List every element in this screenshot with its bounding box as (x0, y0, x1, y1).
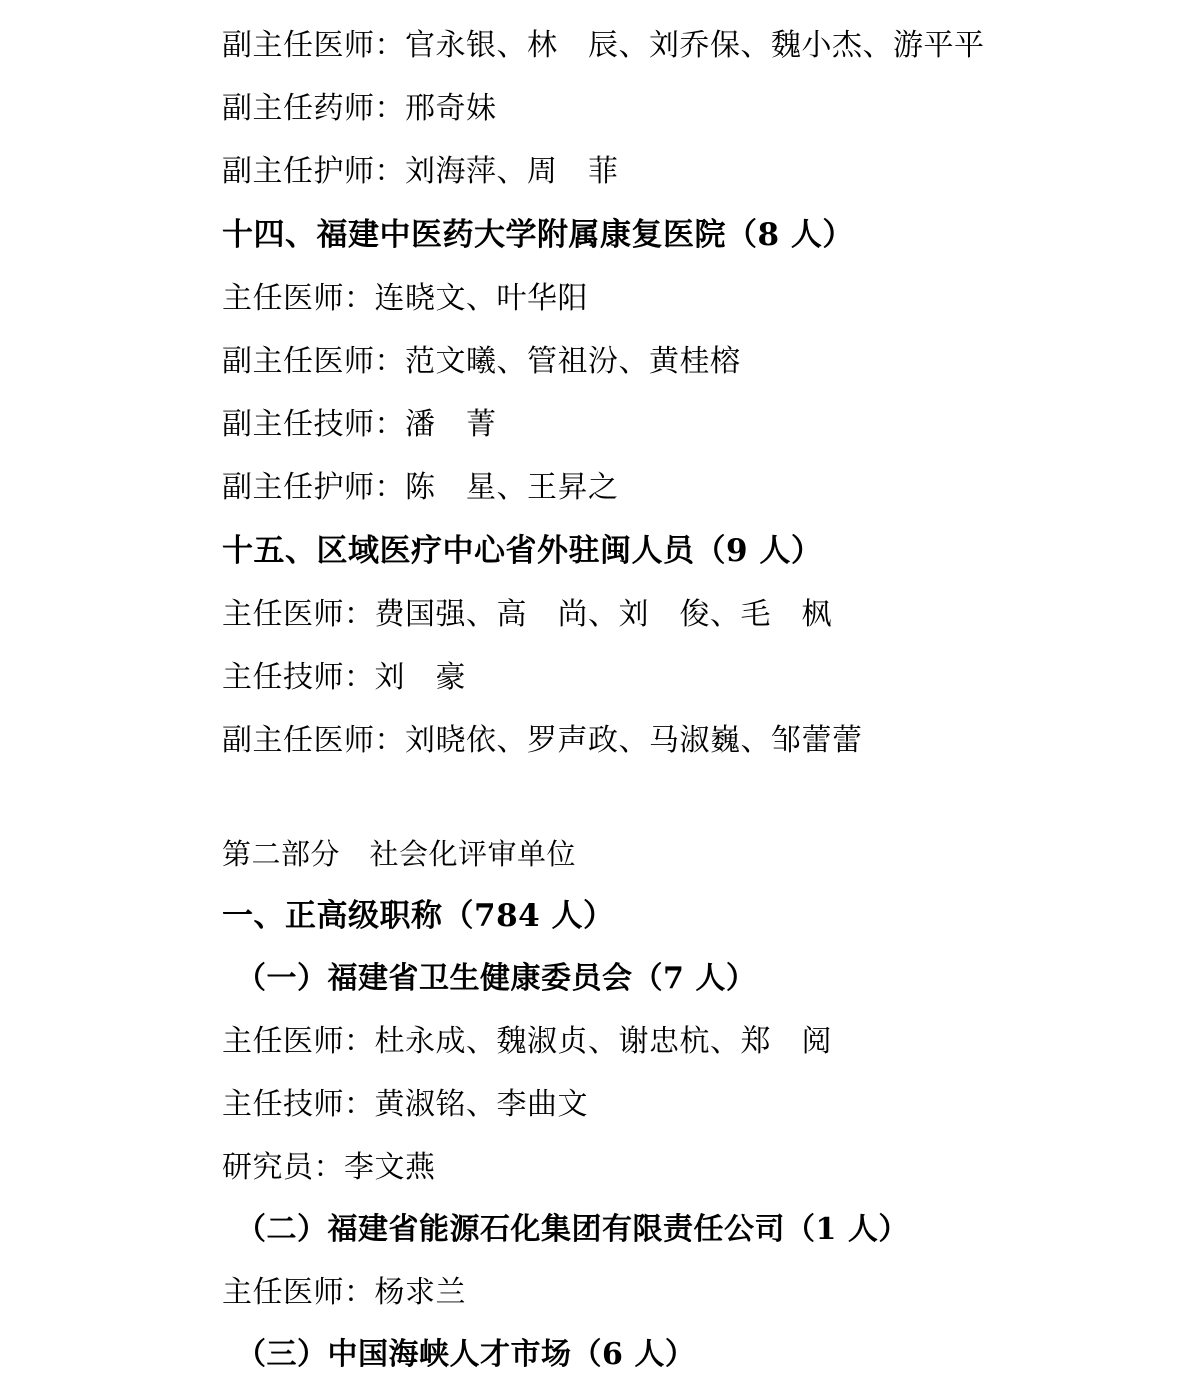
subsection-heading: （三）中国海峡人才市场（6 人） (236, 1337, 696, 1372)
text-line: 主任医师：杨求兰 (222, 1275, 466, 1310)
text-line: 副主任药师：邢奇妹 (222, 91, 497, 126)
text-line: 主任技师：黄淑铭、李曲文 (222, 1087, 588, 1122)
subsection-heading: （二）福建省能源石化集团有限责任公司（1 人） (236, 1212, 909, 1247)
section-heading: 一、正高级职称（784 人） (222, 898, 615, 934)
text-line: 研究员：李文燕 (222, 1150, 436, 1185)
part-title: 第二部分 社会化评审单位 (222, 837, 577, 871)
text-line: 副主任医师：范文曦、管祖汾、黄桂榕 (222, 344, 741, 379)
text-line: 主任技师：刘 豪 (222, 660, 466, 695)
section-heading: 十四、福建中医药大学附属康复医院（8 人） (222, 217, 854, 253)
subsection-heading: （一）福建省卫生健康委员会（7 人） (236, 961, 757, 996)
text-line: 副主任医师：官永银、林 辰、刘乔保、魏小杰、游平平 (222, 28, 985, 63)
section-heading: 十五、区域医疗中心省外驻闽人员（9 人） (222, 533, 823, 569)
text-line: 主任医师：连晓文、叶华阳 (222, 281, 588, 316)
paragraph-spacer (222, 772, 1070, 824)
text-line: 主任医师：杜永成、魏淑贞、谢忠杭、郑 阅 (222, 1024, 832, 1059)
text-line: 副主任技师：潘 菁 (222, 407, 497, 442)
text-line: 副主任医师：刘晓依、罗声政、马淑巍、邹蕾蕾 (222, 723, 863, 758)
text-line: 副主任护师：陈 星、王昇之 (222, 470, 619, 505)
text-line: 副主任护师：刘海萍、周 菲 (222, 154, 619, 189)
document-body (222, 14, 1070, 1386)
text-line: 主任医师：费国强、高 尚、刘 俊、毛 枫 (222, 597, 832, 632)
